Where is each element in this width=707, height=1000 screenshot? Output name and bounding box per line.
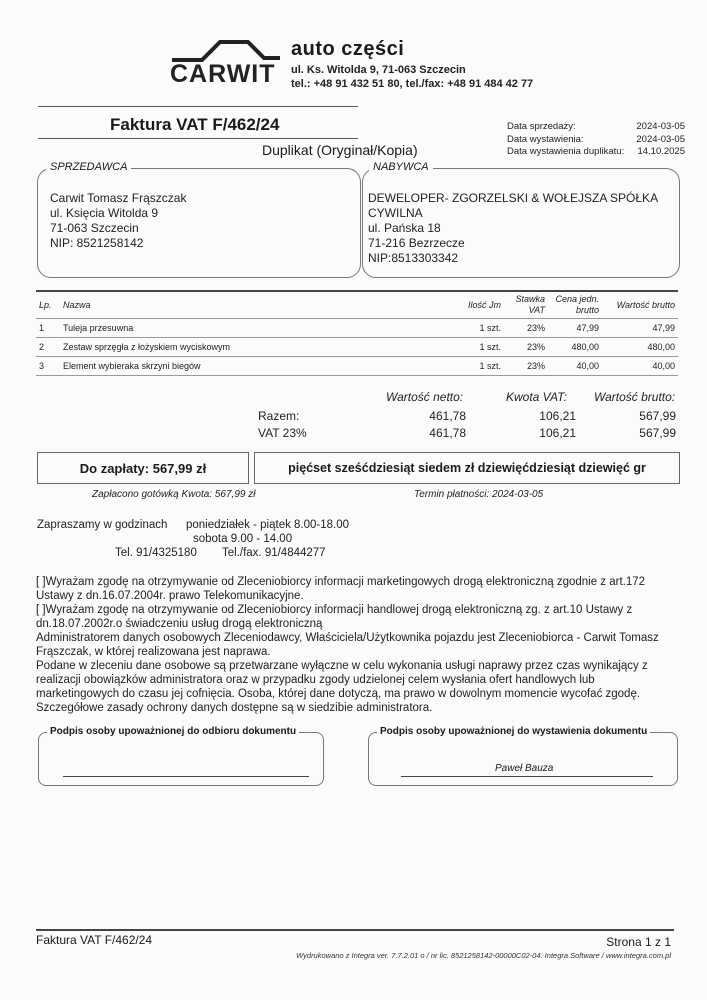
table-row <box>36 357 678 376</box>
row-total: 47,99 <box>602 319 678 338</box>
due-date: Termin płatności: 2024-03-05 <box>414 489 544 500</box>
row-vat: 23% <box>504 319 548 338</box>
consent-text <box>36 575 676 715</box>
issuer-signature-label: Podpis osoby upoważnionej do wystawienia dokumentu <box>377 726 650 737</box>
col-vat: Stawka VAT <box>515 294 545 315</box>
seller-legend: SPRZEDAWCA <box>46 161 131 173</box>
hours-intro: Zapraszamy w godzinach <box>37 519 168 531</box>
summary-total-label: Razem: <box>258 409 300 423</box>
col-total: Wartość brutto <box>616 299 675 310</box>
row-price: 47,99 <box>548 319 602 338</box>
summary-total-vat: 106,21 <box>539 409 576 423</box>
receiver-signature-box <box>38 726 324 786</box>
table-row <box>36 338 678 357</box>
row-name: Element wybieraka skrzyni biegów <box>60 357 436 376</box>
row-qty: 1 szt. <box>436 338 504 357</box>
hours-weekdays: poniedziałek - piątek 8.00-18.00 <box>186 519 350 531</box>
buyer-nip: NIP:8513303342 <box>368 251 459 265</box>
buyer-street: ul. Pańska 18 <box>368 221 441 235</box>
summary-vat23-gross: 567,99 <box>639 426 676 440</box>
divider <box>38 138 358 139</box>
printed-by-note: Wydrukowano z Integra ver. 7.7.2.01 o / nr lic. 8521258142-00000C02-04. Integra Software / www.integra.com.pl <box>296 951 671 960</box>
sale-date-label: Data sprzedaży: <box>507 121 576 132</box>
summary-gross-header: Wartość brutto: <box>594 390 676 404</box>
buyer-box <box>362 161 680 278</box>
table-header-row <box>36 291 678 319</box>
issuer-signature-line <box>401 776 653 777</box>
summary-total-net: 461,78 <box>429 409 466 423</box>
amount-due: Do zapłaty: 567,99 zł <box>79 460 207 476</box>
buyer-name: DEWELOPER- ZGORZELSKI & WOŁEJSZA SPÓŁKA <box>368 191 659 205</box>
consent-marketing: [ ]Wyrażam zgodę na otrzymywanie od Zleceniobiorcy informacji marketingowych drogą elektroniczną zgodnie z art.172 Ustawy z dn.16.07.2004r. prawo Telekomunikacyjne. <box>36 576 646 602</box>
company-address: ul. Ks. Witolda 9, 71-063 Szczecin <box>291 64 466 76</box>
seller-name: Carwit Tomasz Frąszczak <box>50 191 187 205</box>
hours-fax: Tel./fax. 91/4844277 <box>222 547 326 559</box>
carwit-logo <box>168 36 286 84</box>
sale-date-value: 2024-03-05 <box>636 121 685 132</box>
company-title: auto części <box>291 38 405 60</box>
seller-street: ul. Księcia Witolda 9 <box>50 206 159 220</box>
seller-nip: NIP: 8521258142 <box>50 236 144 250</box>
row-lp: 3 <box>36 357 60 376</box>
row-qty: 1 szt. <box>436 357 504 376</box>
summary-net-header: Wartość netto: <box>386 390 464 404</box>
divider <box>38 106 358 107</box>
summary-vat23-net: 461,78 <box>429 426 466 440</box>
hours-saturday: sobota 9.00 - 14.00 <box>193 533 293 545</box>
company-phones: tel.: +48 91 432 51 80, tel./fax: +48 91 484 42 77 <box>291 78 534 90</box>
data-processing: Podane w zleceniu dane osobowe są przetwarzane wyłączne w celu wykonania usługi naprawy przez czas wynikający z realizacji obowiązków administratora oraz w przypadku zgody udzielonej celem wysłania ofert handlowych lub marketingowych do czasu jej cofnięcia. Osoba, której dane dotyczą, ma prawo w dowolnym momencie wycofać zgodę. <box>36 660 648 700</box>
footer-divider <box>36 929 674 931</box>
row-name: Zestaw sprzęgła z łożyskiem wyciskowym <box>60 338 436 357</box>
data-administrator: Administratorem danych osobowych Zleceniodawcy, Właściciela/Użytkownika pojazdu jest Zleceniobiorca - Carwit Tomasz Frąszczak, w której realizowana jest naprawa. <box>36 632 659 658</box>
amount-due-box <box>37 452 249 484</box>
summary-vat23-label: VAT 23% <box>258 426 307 440</box>
row-total: 480,00 <box>602 338 678 357</box>
issue-date-value: 2024-03-05 <box>636 133 685 145</box>
buyer-legend: NABYWCA <box>369 161 433 173</box>
receiver-signature-line <box>63 776 309 777</box>
issuer-signature-box <box>368 726 678 786</box>
row-lp: 1 <box>36 319 60 338</box>
row-qty: 1 szt. <box>436 319 504 338</box>
amount-in-words-box <box>254 452 680 484</box>
col-name: Nazwa <box>63 299 91 310</box>
row-price: 480,00 <box>548 338 602 357</box>
seller-box <box>37 161 361 278</box>
duplicate-date-label: Data wystawienia duplikatu: <box>507 146 625 157</box>
col-price: Cena jedn. brutto <box>555 294 599 315</box>
page-number: Strona 1 z 1 <box>606 935 671 949</box>
items-table <box>36 290 678 376</box>
duplicate-date-value: 14.10.2025 <box>637 146 685 157</box>
invoice-title: Faktura VAT F/462/24 <box>110 115 280 134</box>
paid-cash: Zapłacono gotówką Kwota: 567,99 zł <box>92 489 256 500</box>
data-protection-rules: Szczegółowe zasady ochrony danych dostępne są w siedzibie administratora. <box>36 702 433 714</box>
row-vat: 23% <box>504 338 548 357</box>
hours-tel: Tel. 91/4325180 <box>115 547 197 559</box>
footer-title: Faktura VAT F/462/24 <box>36 933 153 947</box>
summary-total-gross: 567,99 <box>639 409 676 423</box>
issue-date-label: Data wystawienia: <box>507 133 584 145</box>
table-row <box>36 319 678 338</box>
duplicate-note: Duplikat (Oryginał/Kopia) <box>262 142 418 158</box>
buyer-city: 71-216 Bezrzecze <box>368 236 465 250</box>
row-name: Tuleja przesuwna <box>60 319 436 338</box>
invoice-dates <box>507 121 685 159</box>
amount-in-words: pięćset sześćdziesiąt siedem zł dziewięćdziesiąt dziewięć gr <box>288 461 646 475</box>
svg-text:CARWIT: CARWIT <box>170 60 276 84</box>
col-qty: Ilość Jm <box>467 299 501 310</box>
row-lp: 2 <box>36 338 60 357</box>
row-total: 40,00 <box>602 357 678 376</box>
issuer-name: Paweł Bauza <box>495 763 554 774</box>
col-lp: Lp. <box>39 299 52 310</box>
receiver-signature-label: Podpis osoby upoważnionej do odbioru dokumentu <box>47 726 299 737</box>
row-vat: 23% <box>504 357 548 376</box>
summary-vat-header: Kwota VAT: <box>506 390 567 404</box>
seller-city: 71-063 Szczecin <box>50 221 139 235</box>
summary-vat23-vat: 106,21 <box>539 426 576 440</box>
consent-commercial: [ ]Wyrażam zgodę na otrzymywanie od Zleceniobiorcy informacji handlowej drogą elektroniczną zg. z art.10 Ustawy z dn.18.07.2002r.o świadczeniu usług drogą elektroniczną <box>36 604 633 630</box>
buyer-name-cont: CYWILNA <box>368 206 423 220</box>
row-price: 40,00 <box>548 357 602 376</box>
